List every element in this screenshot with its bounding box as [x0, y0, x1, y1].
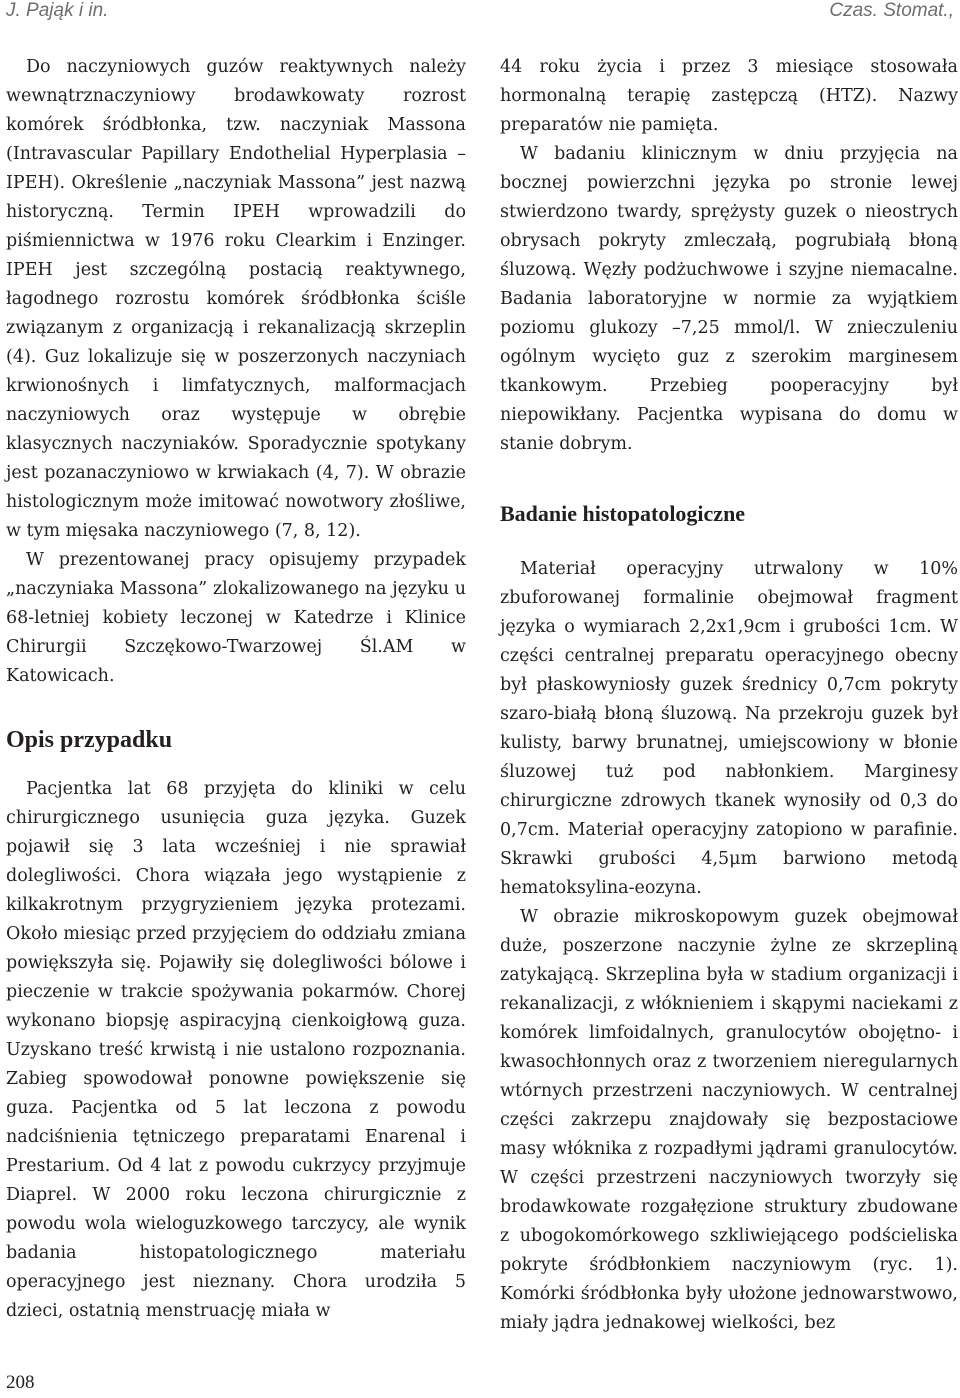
right-paragraph-gross-exam: Materiał operacyjny utrwalony w 10% zbuforowanej formalinie obejmował fragment języka o wymiarach 2,2x1,9cm i grubości 1cm. W części centralnej preparatu operacyjnego obecny był płaskowyniosły guzek średnicy 0,7cm pokryty szaro-białą błoną śluzową. Na przekroju guzek był kulisty, barwy brunatnej, umiejscowiony w błonie śluzowej tuż pod nabłonkiem. Marginesy chirurgiczne zdrowych tkanek wynosiły od 0,3 do 0,7cm. Materiał operacyjny zatopiono w parafinie. Skrawki grubości 4,5μm barwiono metodą hematoksylina-eozyna.	[500, 559, 958, 898]
running-header	[0, 0, 960, 26]
right-column	[500, 53, 958, 1338]
left-column	[6, 53, 466, 1326]
header-journal: Czas. Stomat.,	[829, 0, 954, 21]
section-heading-histopathology: Badanie histopatologiczne	[500, 501, 746, 526]
right-paragraph-microscopy: W obrazie mikroskopowym guzek obejmował duże, poszerzone naczynie żylne ze skrzepliną zatykającą. Skrzeplina była w stadium organizacji i rekanalizacji, z włóknieniem i skąpymi naciekami z komórek limfoidalnych, granulocytów obojętno- i kwasochłonnych oraz z tworzeniem nieregularnych wtórnych przestrzeni naczyniowych. W centralnej części zakrzepu znajdowały się bezpostaciowe masy włóknika z rozpadłymi jądrami granulocytów. W części przestrzeni naczyniowych tworzyły się brodawkowate rozgałęzione struktury zbudowane z ubogokomórkowego szkliwiejącego podścieliska pokryte śródbłonkiem naczyniowym (ryc. 1). Komórki śródbłonka były ułożone jednowarstwowo, miały jądra jednakowej wielkości, bez	[500, 907, 958, 1333]
left-paragraph-case-statement: W prezentowanej pracy opisujemy przypadek „naczyniaka Massona” zlokalizowanego na języku u 68-letniej kobiety leczonej w Katedrze i Klinice Chirurgii Szczękowo-Twarzowej Śl.AM w Katowicach.	[6, 550, 466, 686]
header-authors: J. Pająk i in.	[6, 0, 109, 21]
right-paragraph-continuation: 44 roku życia i przez 3 miesiące stosowała hormonalną terapię zastępczą (HTZ). Nazwy preparatów nie pamięta.	[500, 57, 958, 135]
section-heading-case: Opis przypadku	[6, 727, 173, 753]
left-paragraph-intro: Do naczyniowych guzów reaktywnych należy wewnątrznaczyniowy brodawkowaty rozrost komórek śródbłonka, tzw. naczyniak Massona (Intravascular Papillary Endothelial Hyperplasia – IPEH). Określenie „naczyniak Massona” jest nazwą historyczną. Termin IPEH wprowadzili do piśmiennictwa w 1976 roku Clearkim i Enzinger. IPEH jest szczególną postacią reaktywnego, łagodnego rozrostu komórek śródbłonka ściśle związanym z organizacją i rekanalizacją skrzeplin (4). Guz lokalizuje się w poszerzonych naczyniach krwionośnych i limfatycznych, malformacjach naczyniowych oraz występuje w obrębie klasycznych naczyniaków. Sporadycznie spotykany jest pozanaczyniowo w krwiakach (4, 7). W obrazie histologicznym może imitować nowotwory złośliwe, w tym mięsaka naczyniowego (7, 8, 12).	[6, 57, 466, 541]
left-paragraph-case-history: Pacjentka lat 68 przyjęta do kliniki w celu chirurgicznego usunięcia guza języka. Guzek pojawił się 3 lata wcześniej i nie sprawiał dolegliwości. Chora wiązała jego wystąpienie z kilkakrotnym przygryzieniem języka protezami. Około miesiąc przed przyjęciem do oddziału zmiana powiększyła się. Pojawiły się dolegliwości bólowe i pieczenie w trakcie spożywania pokarmów. Chorej wykonano biopsję aspiracyjną cienkoigłową guza. Uzyskano treść krwistą i nie ustalono rozpoznania. Zabieg spowodował ponowne powiększenie się guza. Pacjentka od 5 lat leczona z powodu nadciśnienia tętniczego preparatami Enarenal i Prestarium. Od 4 lat z powodu cukrzycy przyjmuje Diaprel. W 2000 roku leczona chirurgicznie z powodu wola wieloguzkowego tarczycy, ale wynik badania histopatologicznego materiału operacyjnego jest nieznany. Chora urodziła 5 dzieci, ostatnią menstruację miała w	[6, 779, 467, 1321]
page-number: 208	[6, 1372, 35, 1393]
right-paragraph-clinical-exam: W badaniu klinicznym w dniu przyjęcia na bocznej powierzchni języka po stronie lewej stwierdzono twardy, sprężysty guzek o nieostrych obrysach pokryty zmleczałą, pogrubiałą błoną śluzową. Węzły podżuchwowe i szyjne niemacalne. Badania laboratoryjne w normie za wyjątkiem poziomu glukozy –7,25 mmol/l. W znieczuleniu ogólnym wycięto guz z szerokim marginesem tkankowym. Przebieg pooperacyjny był niepowikłany. Pacjentka wypisana do domu w stanie dobrym.	[500, 144, 958, 454]
